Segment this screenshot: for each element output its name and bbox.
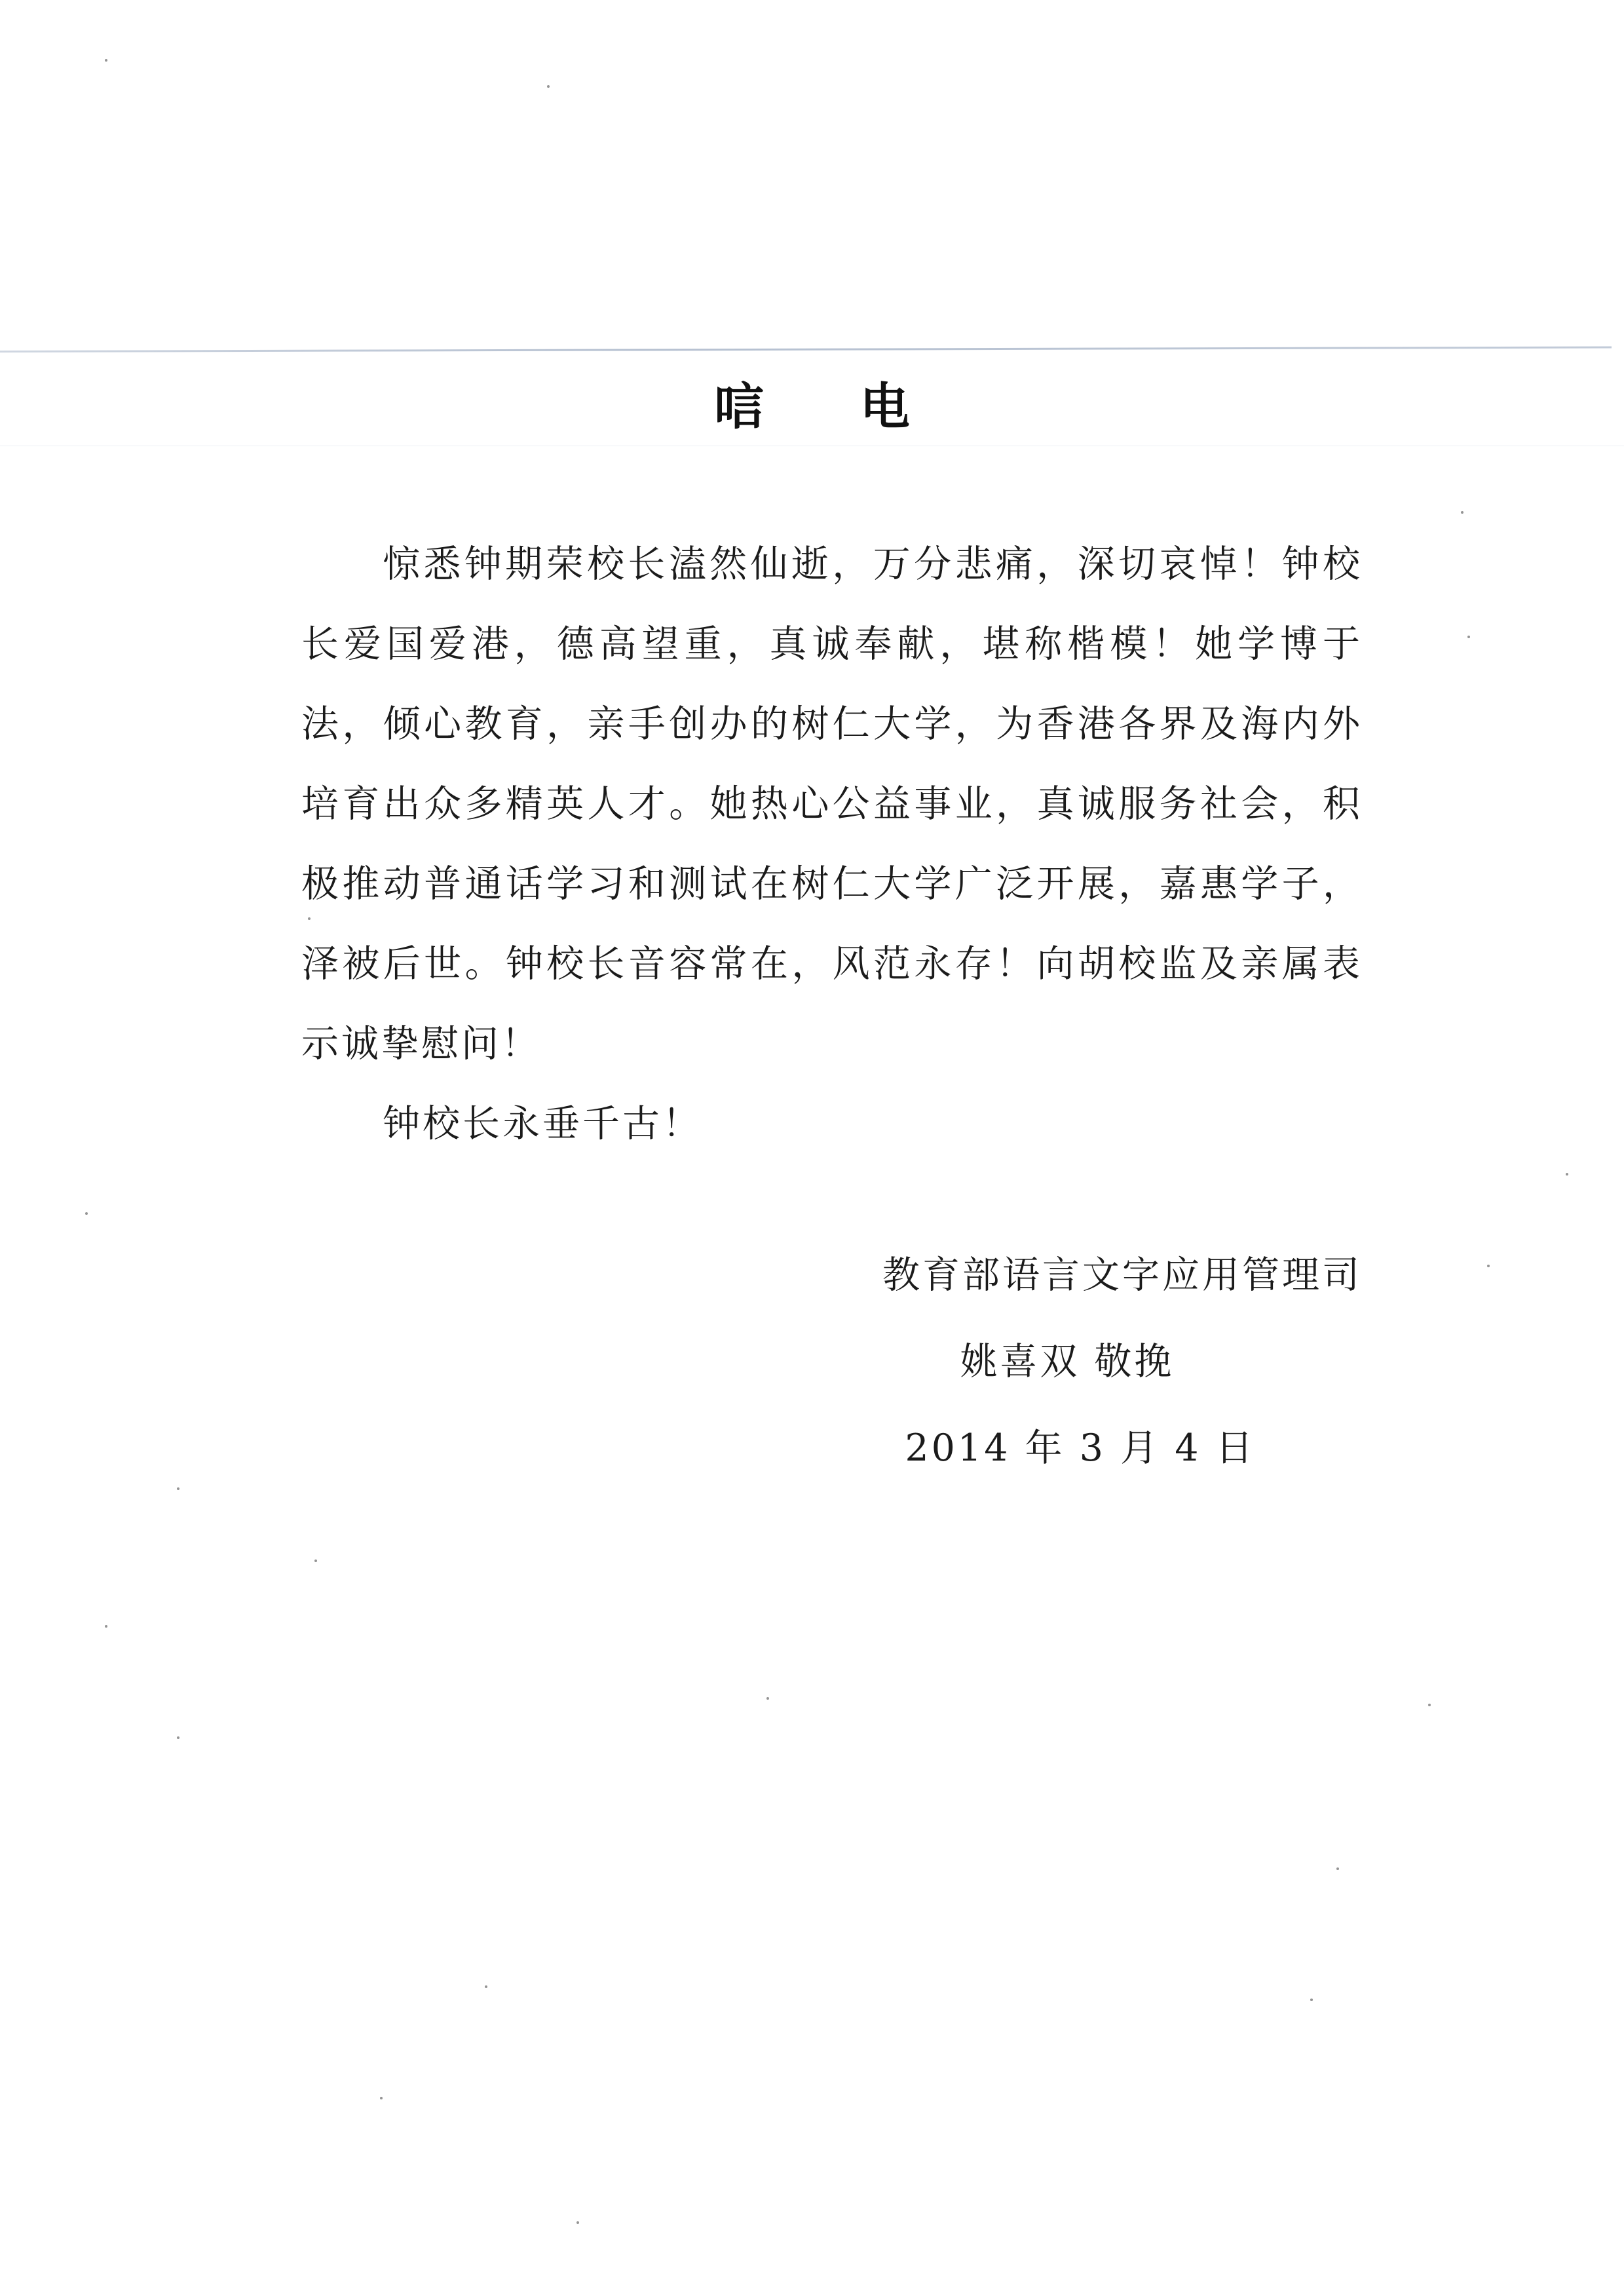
scan-speck <box>1487 1265 1490 1267</box>
scan-speck <box>1428 1704 1431 1706</box>
scan-speck <box>85 1212 88 1215</box>
scan-line <box>0 347 1612 353</box>
signature-date: 2014 年 3 月 4 日 <box>905 1426 1256 1470</box>
scan-speck <box>1566 1173 1568 1176</box>
scan-speck <box>380 2097 383 2099</box>
signature-organization: 教育部语言文字应用管理司 <box>882 1253 1362 1297</box>
scan-speck <box>766 1697 769 1700</box>
document-body <box>301 524 1363 1164</box>
scan-speck <box>105 59 107 62</box>
scan-speck <box>308 917 311 920</box>
scan-speck <box>1467 636 1470 638</box>
scan-speck <box>314 1559 317 1562</box>
scan-speck <box>547 85 550 88</box>
scan-speck <box>1336 1867 1339 1870</box>
scan-speck <box>1461 511 1463 514</box>
scan-speck <box>177 1736 179 1739</box>
scan-speck <box>576 2221 579 2224</box>
body-paragraph: 惊悉钟期荣校长溘然仙逝，万分悲痛，深切哀悼！钟校长爱国爱港，德高望重，真诚奉献，堪称楷模！她学博于法，倾心教育，亲手创办的树仁大学，为香港各界及海内外培育出众多精英人才。她热心公益事业，真诚服务社会，积极推动普通话学习和测试在树仁大学广泛开展，嘉惠学子，泽被后世。钟校长音容常在，风范永存！向胡校监及亲属表示诚挚慰问！ <box>301 543 1363 1065</box>
document-title: 唁 电 <box>714 377 949 436</box>
scan-speck <box>105 1625 107 1628</box>
scan-speck <box>177 1487 179 1490</box>
scan-speck <box>1310 1999 1313 2001</box>
body-paragraph: 钟校长永垂千古！ <box>383 1102 702 1145</box>
signature-person: 姚喜双 敬挽 <box>960 1340 1175 1383</box>
signature-block <box>772 1232 1362 1491</box>
scan-speck <box>485 1985 487 1988</box>
